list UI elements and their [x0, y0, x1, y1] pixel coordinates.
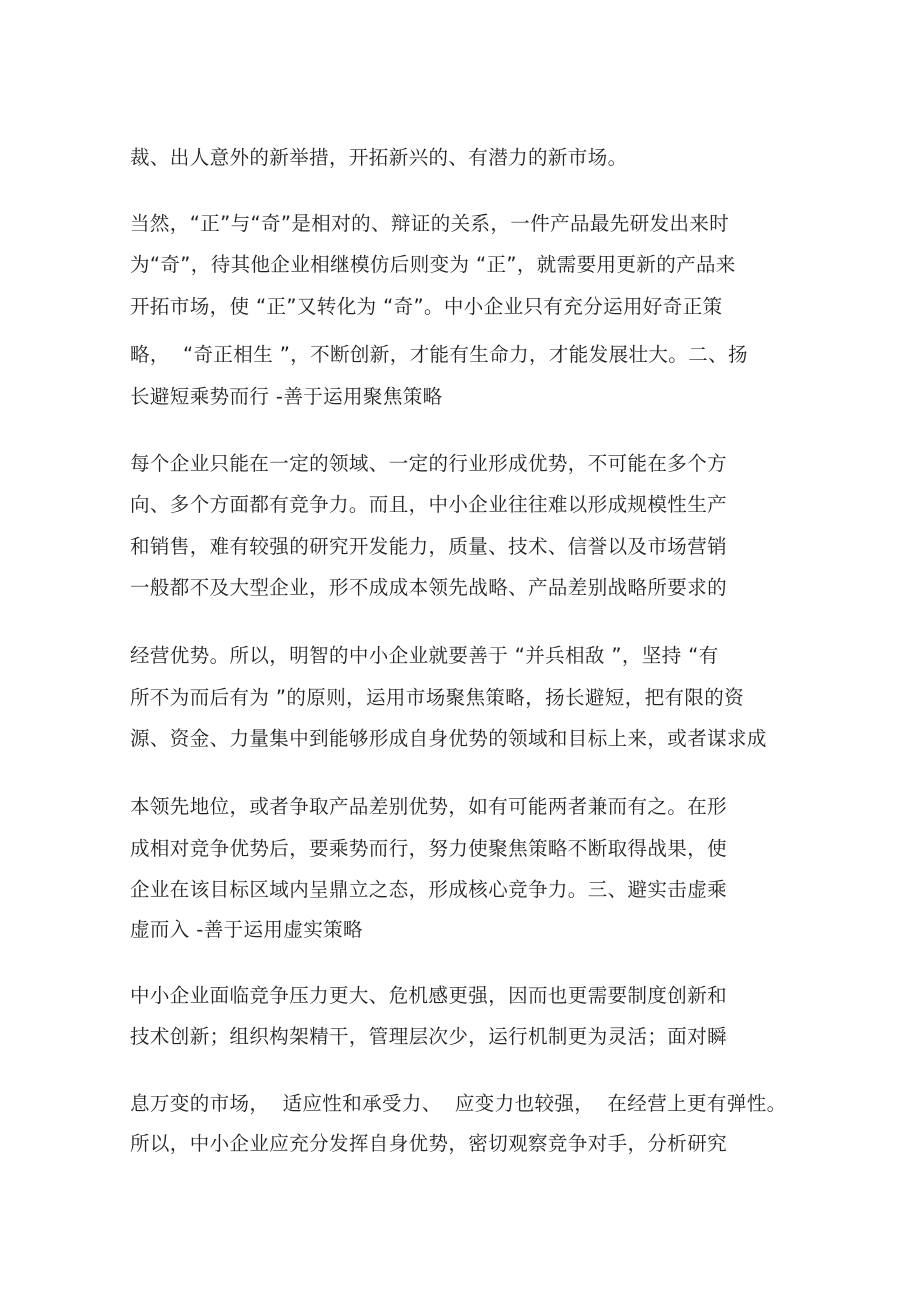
- text-line: 略， “奇正相生 ”，不断创新，才能有生命力，才能发展壮大。二、扬: [130, 343, 748, 366]
- text-line: 息万变的市场， 适应性和承受力、 应变力也较强， 在经营上更有弹性。: [130, 1092, 787, 1115]
- text-line: 本领先地位，或者争取产品差别优势，如有可能两者兼而有之。在形: [130, 795, 728, 818]
- text-line: 技术创新；组织构架精干，管理层次少，运行机制更为灵活；面对瞬: [130, 1025, 728, 1048]
- text-line: 向、多个方面都有竞争力。而且，中小企业往往难以形成规模性生产: [130, 493, 728, 516]
- text-line: 成相对竞争优势后，要乘势而行，努力使聚焦策略不断取得战果，使: [130, 837, 728, 860]
- text-line: 一般都不及大型企业，形不成成本领先战略、产品差别战略所要求的: [130, 576, 728, 599]
- text-line: 裁、出人意外的新举措，开拓新兴的、有潜力的新市场。: [130, 146, 628, 169]
- text-line: 企业在该目标区域内呈鼎立之态，形成核心竞争力。三、避实击虚乘: [130, 878, 728, 901]
- text-line: 中小企业面临竞争压力更大、危机感更强，因而也更需要制度创新和: [130, 984, 728, 1007]
- text-line: 源、资金、力量集中到能够形成自身优势的领域和目标上来，或者谋求成: [130, 727, 767, 750]
- text-line: 为“奇”，待其他企业相继模仿后则变为 “正”，就需要用更新的产品来: [130, 253, 736, 276]
- text-line: 每个企业只能在一定的领域、一定的行业形成优势，不可能在多个方: [130, 452, 728, 475]
- text-line: 所以，中小企业应充分发挥自身优势，密切观察竞争对手，分析研究: [130, 1132, 728, 1155]
- text-line: 开拓市场，使 “正”又转化为 “奇”。中小企业只有充分运用好奇正策: [130, 295, 723, 318]
- text-line: 虚而入 -善于运用虚实策略: [130, 918, 363, 941]
- text-line: 所不为而后有为 ”的原则，运用市场聚焦策略，扬长避短，把有限的资: [130, 686, 745, 709]
- text-line: 长避短乘势而行 -善于运用聚焦策略: [130, 385, 443, 408]
- text-line: 经营优势。所以，明智的中小企业就要善于 “并兵相敌 ”，坚持 “有: [130, 644, 719, 667]
- text-line: 和销售，难有较强的研究开发能力，质量、技术、信誉以及市场营销: [130, 535, 728, 558]
- text-line: 当然，“正”与“奇”是相对的、辩证的关系，一件产品最先研发出来时: [130, 212, 730, 235]
